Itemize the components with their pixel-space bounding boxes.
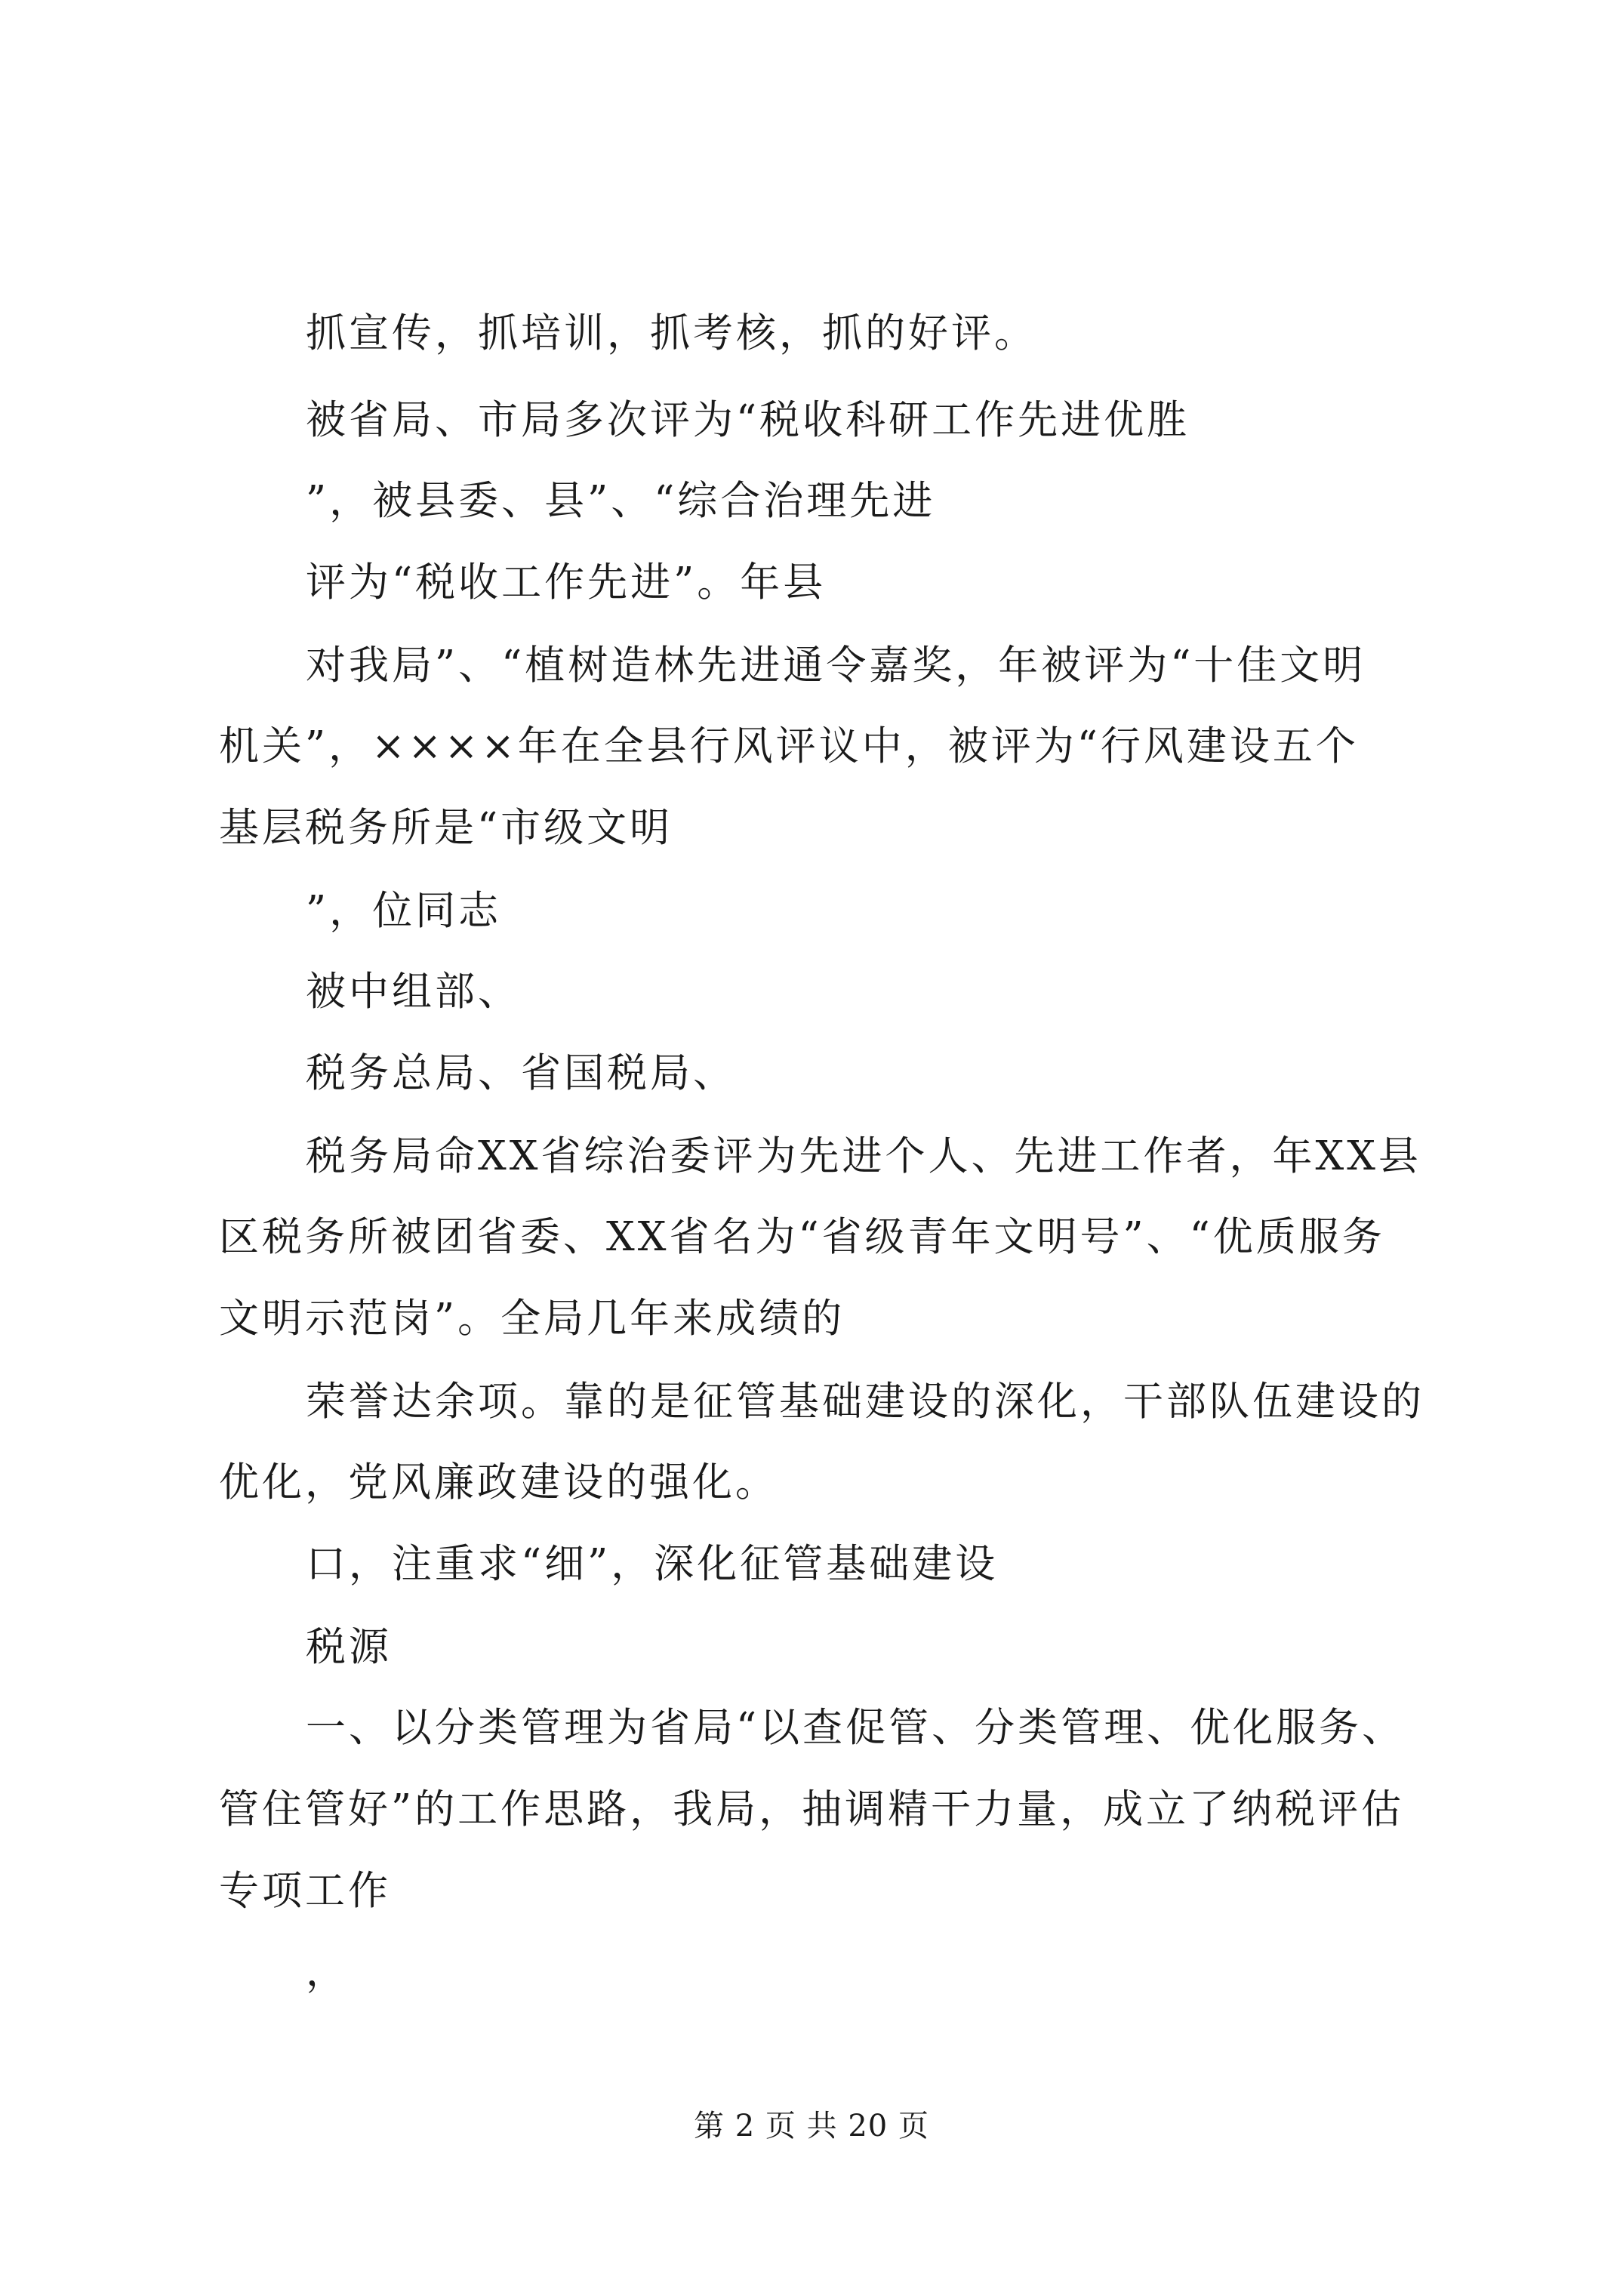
paragraph-line: 文明示范岗”。全局几年来成绩的 <box>219 1296 845 1342</box>
paragraph-line: 评为“税收工作先进”。年县 <box>306 559 827 606</box>
paragraph-line: 一、以分类管理为省局“以查促管、分类管理、优化服务、 <box>306 1705 1406 1751</box>
paragraph-line: 基层税务所是“市级文明 <box>219 805 673 851</box>
section-heading: 口，注重求“细”，深化征管基础建设 <box>306 1541 999 1587</box>
paragraph-line: ”，位同志 <box>306 888 502 934</box>
paragraph-line: 机关”，××××年在全县行风评议中，被评为“行风建设五个 <box>219 723 1359 769</box>
paragraph-line: ， <box>306 1949 349 1995</box>
paragraph-line: 区税务所被团省委、XX省名为“省级青年文明号”、“优质服务 <box>219 1214 1385 1260</box>
paragraph-line: ”，被县委、县”、“综合治理先进 <box>306 478 936 524</box>
paragraph-line: 被中组部、 <box>306 969 521 1015</box>
page-number-footer: 第 2 页 共 20 页 <box>694 2109 929 2143</box>
paragraph-line: 荣誉达余项。靠的是征管基础建设的深化，干部队伍建设的 <box>306 1379 1424 1425</box>
paragraph-line: 优化，党风廉政建设的强化。 <box>219 1459 778 1505</box>
paragraph-line: 被省局、市局多次评为“税收科研工作先进优胜 <box>306 397 1190 443</box>
paragraph-line: 抓宣传，抓培训，抓考核，抓的好评。 <box>306 310 1037 356</box>
paragraph-line: 税务局命XX省综治委评为先进个人、先进工作者，年XX县 <box>306 1133 1421 1179</box>
paragraph-line: 专项工作 <box>219 1868 391 1914</box>
paragraph-line: 管住管好”的工作思路，我局，抽调精干力量，成立了纳税评估 <box>219 1786 1405 1832</box>
paragraph-line: 税务总局、省国税局、 <box>306 1050 736 1096</box>
paragraph-line: 对我局”、“植树造林先进通令嘉奖，年被评为“十佳文明 <box>306 643 1366 689</box>
paragraph-line: 税源 <box>306 1624 392 1670</box>
